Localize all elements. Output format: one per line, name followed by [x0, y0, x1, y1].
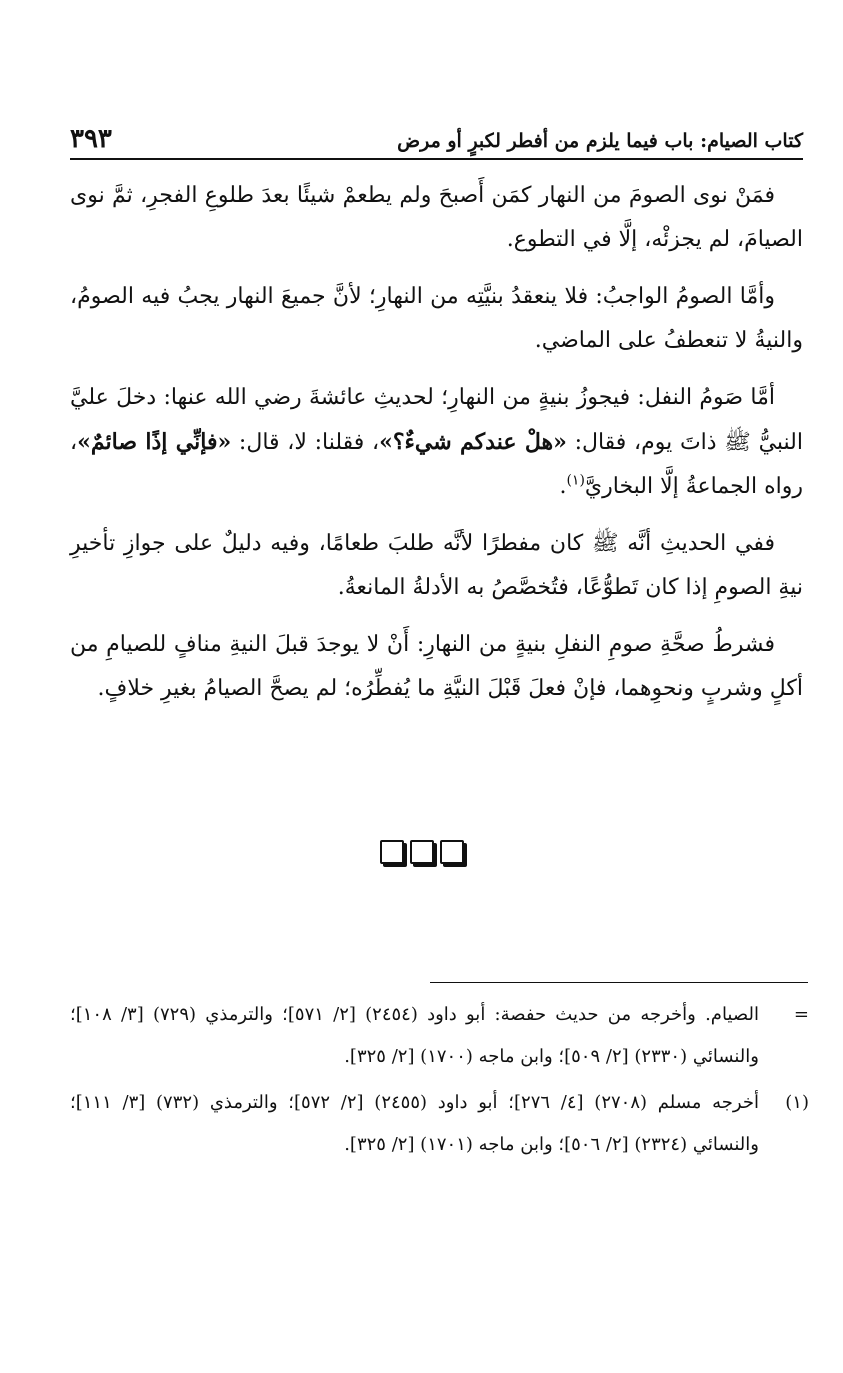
- paragraph-5: فشرطُ صحَّةِ صومِ النفلِ بنيةٍ من النهارِ: أَنْ لا يوجدَ قبلَ النيةِ منافٍ للصيامِ من أكلٍ وشربٍ ونحوِهما، فإنْ فعلَ قَبْلَ النيَّةِ ما يُفطِّرُه؛ لم يصحَّ الصيامُ بغيرِ خلافٍ.: [70, 632, 803, 701]
- paragraph-2: وأمَّا الصومُ الواجبُ: فلا ينعقدُ بنيَّتِه من النهارِ؛ لأنَّ جميعَ النهار يجبُ فيه الصومُ، والنيةُ لا تنعطفُ على الماضي.: [70, 284, 803, 353]
- footnote-1: [70, 1082, 809, 1166]
- page-number: ٣٩٣: [70, 124, 112, 154]
- footnote-reference: (١): [566, 472, 585, 489]
- running-title: كتاب الصيام: باب فيما يلزم من أفطر لكبرٍ أو مرض: [397, 130, 803, 152]
- square-ornament: [380, 840, 404, 864]
- footnote-continued: [70, 994, 809, 1078]
- footnote-marker: =: [793, 1004, 809, 1025]
- footnote-rule: [430, 982, 808, 983]
- hadith-quote: «هلْ عندكم شيءٌ؟»: [379, 429, 567, 455]
- footnote-text: الصيام. وأخرجه من حديث حفصة: أبو داود (٢٤٥٤) [٢/ ٥٧١]؛ والترمذي (٧٢٩) [٣/ ١٠٨]؛ والنسائي (٢٣٣٠) [٢/ ٥٠٩]؛ وابن ماجه (١٧٠٠) [٢/ ٣٢٥].: [70, 1004, 759, 1067]
- footnote-marker: (١): [785, 1092, 809, 1113]
- main-text: [70, 174, 803, 724]
- paragraph-3: [70, 376, 803, 509]
- hadith-quote: «فإنِّي إذًا صائمٌ»: [77, 429, 232, 455]
- paragraph-3-text: أمَّا صَومُ النفل: فيجوزُ بنيةٍ من النهارِ؛ لحديثِ عائشةَ رضي الله عنها: دخلَ عليَّ النبيُّ ﷺ ذاتَ يوم، فقال: «هلْ عندكم شيءٌ؟»، فقلنا: لا، قال: «فإنِّي إذًا صائمٌ»، رواه الجماعةُ إلَّا البخاريَّ$^{(١)}$.: [70, 385, 803, 499]
- footnotes: [70, 994, 809, 1170]
- page-header: [70, 118, 803, 160]
- footnote-text: أخرجه مسلم (٢٧٠٨) [٤/ ٢٧٦]؛ أبو داود (٢٤٥٥) [٢/ ٥٧٢]؛ والترمذي (٧٣٢) [٣/ ١١١]؛ والنسائي (٢٣٢٤) [٢/ ٥٠٦]؛ وابن ماجه (١٧٠١) [٢/ ٣٢٥].: [70, 1092, 759, 1155]
- paragraph-4: ففي الحديثِ أنَّه ﷺ كان مفطرًا لأنَّه طلبَ طعامًا، وفيه دليلٌ على جوازِ تأخيرِ نيةِ الصومِ إذا كان تَطوُّعًا، فتُخصَّصُ به الأدلةُ المانعةُ.: [70, 531, 803, 600]
- paragraph-1: فمَنْ نوى الصومَ من النهار كمَن أَصبحَ ولم يطعمْ شيئًا بعدَ طلوعِ الفجرِ، ثمَّ نوى الصيامَ، لم يجزئْه، إلَّا في التطوع.: [70, 183, 803, 252]
- square-ornament: [440, 840, 464, 864]
- section-separator: [0, 840, 843, 864]
- square-ornament: [410, 840, 434, 864]
